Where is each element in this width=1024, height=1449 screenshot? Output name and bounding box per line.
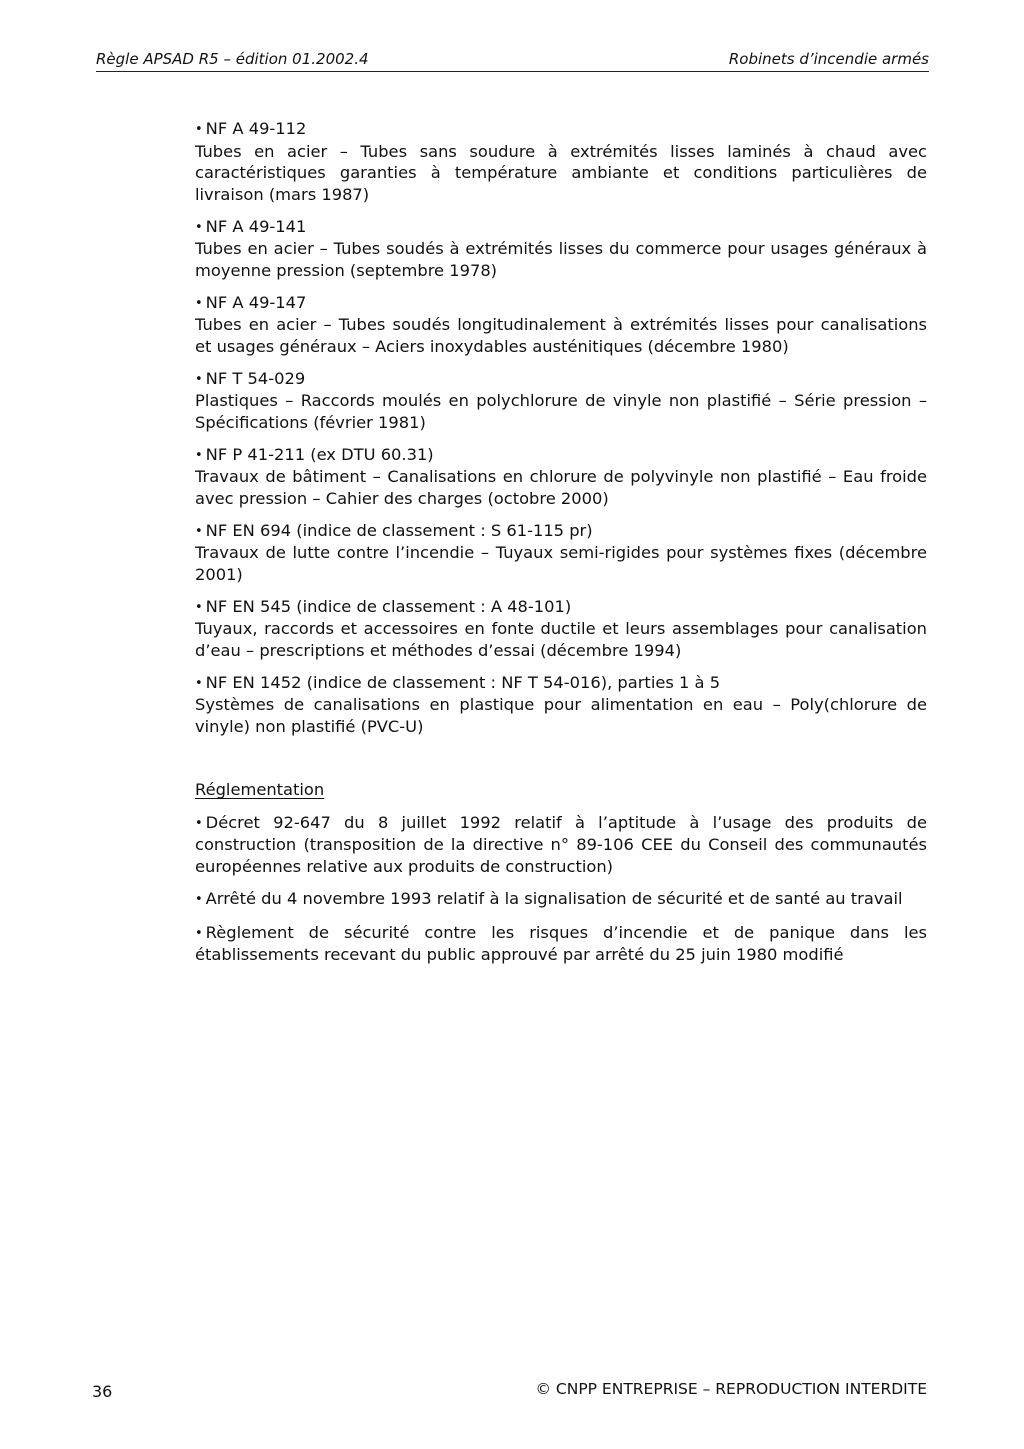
- page-number: 36: [92, 1382, 113, 1401]
- reference-code: NF EN 694 (indice de classement : S 61-115 pr): [205, 520, 593, 540]
- bullet-icon: •: [195, 122, 203, 137]
- bullet-icon: •: [195, 371, 203, 387]
- bullet-icon: •: [195, 925, 203, 941]
- page-body: [195, 118, 927, 977]
- copyright-notice: © CNPP ENTREPRISE – REPRODUCTION INTERDITE: [535, 1380, 927, 1398]
- bullet-icon: •: [195, 219, 203, 235]
- reference-code: NF P 41-211 (ex DTU 60.31): [205, 444, 434, 464]
- reference-item: [195, 368, 927, 434]
- bullet-icon: •: [195, 815, 203, 831]
- reference-description: Travaux de lutte contre l’incendie – Tuyaux semi-rigides pour systèmes fixes (décembre 2001): [195, 543, 927, 584]
- reference-item: [195, 520, 927, 586]
- reference-code: NF EN 1452 (indice de classement : NF T 54-016), parties 1 à 5: [205, 672, 721, 692]
- reglementation-list: [195, 812, 927, 966]
- regulation-text: Arrêté du 4 novembre 1993 relatif à la signalisation de sécurité et de santé au travail: [205, 889, 903, 908]
- reference-code: NF EN 545 (indice de classement : A 48-101): [205, 596, 572, 616]
- reference-item: [195, 216, 927, 282]
- bullet-icon: •: [195, 892, 203, 907]
- reference-item: [195, 292, 927, 358]
- reference-item: [195, 596, 927, 662]
- regulation-item: [195, 812, 927, 878]
- regulation-text: Décret 92-647 du 8 juillet 1992 relatif à l’aptitude à l’usage des produits de construction (transposition de la directive n° 89-106 CEE du Conseil des communautés européennes relative aux produits de construction): [195, 812, 927, 876]
- references-list: [195, 118, 927, 737]
- reference-description: Travaux de bâtiment – Canalisations en chlorure de polyvinyle non plastifié – Eau froide avec pression – Cahier des charges (octobre 2000): [195, 467, 927, 508]
- section-heading-reglementation: Réglementation: [195, 780, 325, 799]
- bullet-icon: •: [195, 447, 203, 463]
- reference-item: [195, 118, 927, 205]
- header-section-title: Robinets d’incendie armés: [728, 50, 929, 68]
- reference-description: Tuyaux, raccords et accessoires en fonte ductile et leurs assemblages pour canalisation d’eau – prescriptions et méthodes d’essai (décembre 1994): [195, 619, 927, 660]
- header-document-title: Règle APSAD R5 – édition 01.2002.4: [96, 50, 369, 68]
- reference-description: Tubes en acier – Tubes soudés longitudinalement à extrémités lisses pour canalisations et usages généraux – Aciers inoxydables austénitiques (décembre 1980): [195, 315, 927, 356]
- bullet-icon: •: [195, 523, 203, 539]
- reference-description: Plastiques – Raccords moulés en polychlorure de vinyle non plastifié – Série pression – Spécifications (février 1981): [195, 391, 927, 432]
- regulation-item: [195, 922, 927, 966]
- regulation-text: Règlement de sécurité contre les risques d’incendie et de panique dans les établissements recevant du public approuvé par arrêté du 25 juin 1980 modifié: [195, 922, 927, 964]
- reference-description: Tubes en acier – Tubes soudés à extrémités lisses du commerce pour usages généraux à moyenne pression (septembre 1978): [195, 239, 927, 280]
- bullet-icon: •: [195, 295, 203, 311]
- reference-item: [195, 444, 927, 510]
- reference-description: Systèmes de canalisations en plastique pour alimentation en eau – Poly(chlorure de vinyle) non plastifié (PVC-U): [195, 695, 927, 736]
- reference-code: NF A 49-112: [205, 119, 307, 138]
- reference-code: NF A 49-141: [205, 216, 307, 236]
- reference-code: NF T 54-029: [205, 368, 306, 388]
- bullet-icon: •: [195, 599, 203, 615]
- page-header: [96, 50, 929, 72]
- regulation-item: [195, 888, 927, 911]
- reference-code: NF A 49-147: [205, 292, 307, 312]
- reference-description: Tubes en acier – Tubes sans soudure à extrémités lisses laminés à chaud avec caractéristiques garanties à température ambiante et conditions particulières de livraison (mars 1987): [195, 141, 927, 204]
- reference-item: [195, 672, 927, 738]
- bullet-icon: •: [195, 675, 203, 691]
